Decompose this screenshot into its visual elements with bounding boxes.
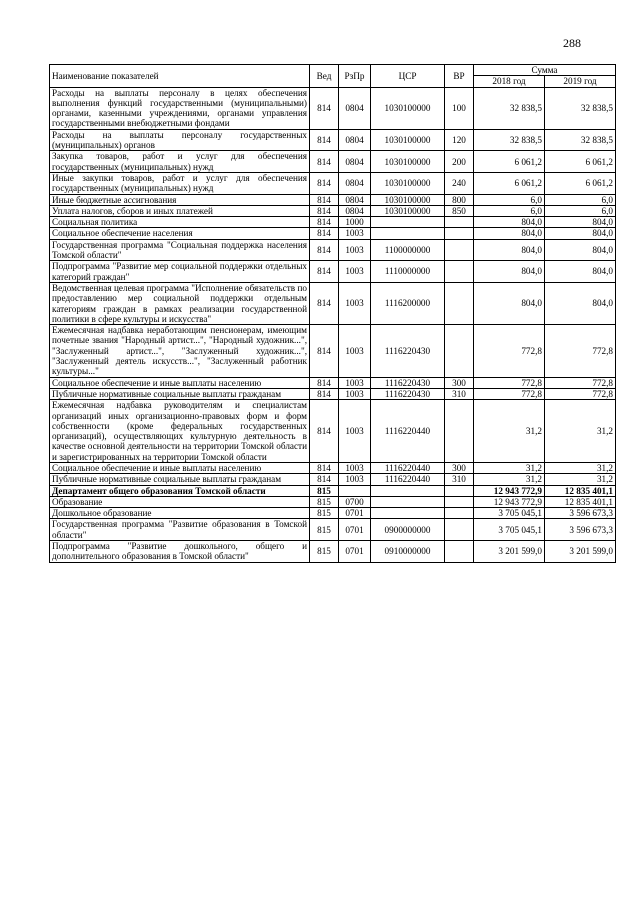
cell-2019: 772,8	[545, 377, 616, 388]
cell-rzpr	[339, 485, 371, 496]
cell-rzpr: 1003	[339, 474, 371, 485]
table-row	[50, 400, 616, 463]
cell-vr: 800	[445, 194, 474, 205]
cell-ved: 814	[310, 172, 339, 194]
cell-csr: 1030100000	[371, 129, 445, 151]
cell-vr	[445, 519, 474, 541]
cell-vr: 310	[445, 388, 474, 399]
cell-rzpr: 0804	[339, 205, 371, 216]
cell-csr: 0910000000	[371, 541, 445, 563]
cell-vr	[445, 325, 474, 377]
cell-name: Публичные нормативные социальные выплаты гражданам	[50, 474, 310, 485]
cell-name: Государственная программа "Развитие образования в Томской области"	[50, 519, 310, 541]
cell-2018: 32 838,5	[474, 129, 545, 151]
cell-rzpr: 1003	[339, 462, 371, 473]
cell-vr: 850	[445, 205, 474, 216]
cell-rzpr: 1003	[339, 388, 371, 399]
cell-rzpr: 0804	[339, 194, 371, 205]
cell-2019: 3 596 673,3	[545, 508, 616, 519]
budget-table	[49, 64, 616, 563]
table-row	[50, 388, 616, 399]
cell-vr	[445, 282, 474, 324]
cell-csr: 1030100000	[371, 194, 445, 205]
cell-ved: 814	[310, 400, 339, 463]
cell-name: Уплата налогов, сборов и иных платежей	[50, 205, 310, 216]
cell-2018: 6 061,2	[474, 172, 545, 194]
cell-vr	[445, 496, 474, 507]
cell-ved: 814	[310, 228, 339, 239]
cell-csr: 1116220440	[371, 462, 445, 473]
cell-rzpr: 0700	[339, 496, 371, 507]
cell-2019: 772,8	[545, 388, 616, 399]
cell-vr: 200	[445, 151, 474, 173]
cell-rzpr: 0701	[339, 541, 371, 563]
table-row	[50, 519, 616, 541]
cell-2018: 31,2	[474, 400, 545, 463]
cell-2018: 31,2	[474, 474, 545, 485]
cell-2019: 3 201 599,0	[545, 541, 616, 563]
cell-ved: 814	[310, 151, 339, 173]
cell-csr	[371, 508, 445, 519]
cell-ved: 814	[310, 377, 339, 388]
cell-rzpr: 0701	[339, 508, 371, 519]
cell-vr	[445, 400, 474, 463]
table-row	[50, 325, 616, 377]
header-rzpr: РзПр	[339, 65, 371, 88]
cell-csr: 1030100000	[371, 172, 445, 194]
cell-csr	[371, 228, 445, 239]
cell-2018: 6,0	[474, 194, 545, 205]
cell-2018: 772,8	[474, 377, 545, 388]
cell-ved: 815	[310, 519, 339, 541]
cell-name: Образование	[50, 496, 310, 507]
table-row	[50, 151, 616, 173]
cell-rzpr: 0804	[339, 87, 371, 129]
cell-2018: 772,8	[474, 325, 545, 377]
cell-ved: 815	[310, 541, 339, 563]
cell-2018: 772,8	[474, 388, 545, 399]
cell-name: Дошкольное образование	[50, 508, 310, 519]
cell-ved: 814	[310, 217, 339, 228]
cell-2018: 32 838,5	[474, 87, 545, 129]
cell-name: Иные закупки товаров, работ и услуг для обеспечения государственных (муниципальных) нужд	[50, 172, 310, 194]
cell-2018: 804,0	[474, 228, 545, 239]
cell-ved: 814	[310, 282, 339, 324]
cell-ved: 815	[310, 496, 339, 507]
cell-rzpr: 0804	[339, 172, 371, 194]
cell-2019: 6 061,2	[545, 172, 616, 194]
cell-2018: 31,2	[474, 462, 545, 473]
table-row	[50, 496, 616, 507]
cell-2019: 804,0	[545, 228, 616, 239]
table-body	[50, 87, 616, 562]
cell-name: Подпрограмма "Развитие дошкольного, общего и дополнительного образования в Томской области"	[50, 541, 310, 563]
cell-rzpr: 1000	[339, 217, 371, 228]
cell-csr	[371, 217, 445, 228]
cell-name: Подпрограмма "Развитие мер социальной поддержки отдельных категорий граждан"	[50, 261, 310, 283]
cell-csr: 0900000000	[371, 519, 445, 541]
cell-name: Департамент общего образования Томской области	[50, 485, 310, 496]
cell-2019: 12 835 401,1	[545, 485, 616, 496]
cell-rzpr: 1003	[339, 377, 371, 388]
cell-rzpr: 1003	[339, 239, 371, 261]
cell-ved: 815	[310, 508, 339, 519]
cell-name: Социальная политика	[50, 217, 310, 228]
table-row	[50, 462, 616, 473]
cell-vr	[445, 541, 474, 563]
cell-2019: 772,8	[545, 325, 616, 377]
cell-rzpr: 0701	[339, 519, 371, 541]
table-row	[50, 377, 616, 388]
cell-csr: 1116220430	[371, 377, 445, 388]
cell-name: Ежемесячная надбавка руководителям и специалистам организаций иных организационно-правовых форм и форм собственности (кроме федеральных государственных организаций), осуществляющих культурную деятельность в качестве основной деятельности на территории Томской области и зарегистрированных на территории Томской области	[50, 400, 310, 463]
cell-vr: 240	[445, 172, 474, 194]
cell-rzpr: 1003	[339, 261, 371, 283]
cell-csr	[371, 496, 445, 507]
cell-name: Государственная программа "Социальная поддержка населения Томской области"	[50, 239, 310, 261]
table-row	[50, 239, 616, 261]
cell-name: Социальное обеспечение и иные выплаты населению	[50, 377, 310, 388]
cell-rzpr: 0804	[339, 151, 371, 173]
table-row	[50, 172, 616, 194]
header-ved: Вед	[310, 65, 339, 88]
cell-2018: 12 943 772,9	[474, 496, 545, 507]
table-row	[50, 474, 616, 485]
cell-vr	[445, 228, 474, 239]
cell-name: Социальное обеспечение и иные выплаты населению	[50, 462, 310, 473]
cell-ved: 814	[310, 205, 339, 216]
cell-csr	[371, 485, 445, 496]
cell-name: Иные бюджетные ассигнования	[50, 194, 310, 205]
cell-ved: 814	[310, 87, 339, 129]
cell-2018: 3 201 599,0	[474, 541, 545, 563]
cell-csr: 1030100000	[371, 151, 445, 173]
cell-2019: 31,2	[545, 462, 616, 473]
header-vr: ВР	[445, 65, 474, 88]
cell-ved: 814	[310, 388, 339, 399]
cell-vr: 100	[445, 87, 474, 129]
cell-csr: 1116220430	[371, 388, 445, 399]
table-row	[50, 228, 616, 239]
cell-ved: 814	[310, 462, 339, 473]
cell-2019: 31,2	[545, 474, 616, 485]
table-row	[50, 541, 616, 563]
cell-rzpr: 1003	[339, 228, 371, 239]
cell-2019: 804,0	[545, 261, 616, 283]
table-row	[50, 508, 616, 519]
cell-ved: 814	[310, 239, 339, 261]
cell-2019: 804,0	[545, 282, 616, 324]
cell-name: Расходы на выплаты персоналу в целях обеспечения выполнения функций государственными (муниципальными) органами, казенными учреждениями, органами управления государственными внебюджетными фондами	[50, 87, 310, 129]
cell-2018: 3 705 045,1	[474, 508, 545, 519]
page-number: 288	[563, 36, 581, 50]
cell-vr	[445, 239, 474, 261]
cell-csr: 1116220440	[371, 474, 445, 485]
cell-ved: 814	[310, 194, 339, 205]
header-sum: Сумма	[474, 65, 616, 76]
cell-rzpr: 1003	[339, 282, 371, 324]
cell-2019: 6 061,2	[545, 151, 616, 173]
cell-2018: 12 943 772,9	[474, 485, 545, 496]
table-row	[50, 217, 616, 228]
cell-2018: 804,0	[474, 261, 545, 283]
cell-csr: 1100000000	[371, 239, 445, 261]
cell-vr: 300	[445, 377, 474, 388]
table-row	[50, 485, 616, 496]
cell-2018: 6 061,2	[474, 151, 545, 173]
table-row	[50, 129, 616, 151]
cell-csr: 1116200000	[371, 282, 445, 324]
cell-2019: 32 838,5	[545, 87, 616, 129]
cell-name: Публичные нормативные социальные выплаты гражданам	[50, 388, 310, 399]
cell-name: Социальное обеспечение населения	[50, 228, 310, 239]
cell-name: Закупка товаров, работ и услуг для обеспечения государственных (муниципальных) нужд	[50, 151, 310, 173]
table-row	[50, 282, 616, 324]
header-name: Наименование показателей	[50, 65, 310, 88]
cell-2019: 6,0	[545, 194, 616, 205]
table-row	[50, 261, 616, 283]
cell-2018: 804,0	[474, 282, 545, 324]
cell-ved: 815	[310, 485, 339, 496]
cell-2018: 3 705 045,1	[474, 519, 545, 541]
cell-csr: 1030100000	[371, 87, 445, 129]
cell-csr: 1110000000	[371, 261, 445, 283]
table-row	[50, 87, 616, 129]
cell-2019: 12 835 401,1	[545, 496, 616, 507]
cell-ved: 814	[310, 474, 339, 485]
cell-vr	[445, 508, 474, 519]
cell-csr: 1116220440	[371, 400, 445, 463]
cell-name: Расходы на выплаты персоналу государственных (муниципальных) органов	[50, 129, 310, 151]
cell-2018: 804,0	[474, 217, 545, 228]
cell-name: Ведомственная целевая программа "Исполнение обязательств по предоставлению мер социальной поддержки отдельным категориям граждан в рамках реализации государственной политики в сфере культуры и искусства"	[50, 282, 310, 324]
header-year-2018: 2018 год	[474, 76, 545, 87]
cell-2018: 804,0	[474, 239, 545, 261]
table-row	[50, 194, 616, 205]
cell-2019: 804,0	[545, 239, 616, 261]
cell-ved: 814	[310, 129, 339, 151]
cell-vr: 310	[445, 474, 474, 485]
cell-rzpr: 1003	[339, 325, 371, 377]
header-year-2019: 2019 год	[545, 76, 616, 87]
cell-vr	[445, 485, 474, 496]
cell-2018: 6,0	[474, 205, 545, 216]
cell-2019: 804,0	[545, 217, 616, 228]
cell-vr: 120	[445, 129, 474, 151]
cell-2019: 6,0	[545, 205, 616, 216]
cell-2019: 32 838,5	[545, 129, 616, 151]
cell-vr: 300	[445, 462, 474, 473]
cell-rzpr: 0804	[339, 129, 371, 151]
cell-name: Ежемесячная надбавка неработающим пенсионерам, имеющим почетные звания "Народный артист...", "Народный художник...", "Заслуженный артист...", "Заслуженный художник...", "Заслуженный деятель искусств...", "Заслуженный работник культуры..."	[50, 325, 310, 377]
cell-vr	[445, 261, 474, 283]
cell-rzpr: 1003	[339, 400, 371, 463]
table-row	[50, 205, 616, 216]
cell-vr	[445, 217, 474, 228]
cell-csr: 1030100000	[371, 205, 445, 216]
cell-2019: 31,2	[545, 400, 616, 463]
cell-2019: 3 596 673,3	[545, 519, 616, 541]
cell-ved: 814	[310, 261, 339, 283]
cell-csr: 1116220430	[371, 325, 445, 377]
header-csr: ЦСР	[371, 65, 445, 88]
cell-ved: 814	[310, 325, 339, 377]
